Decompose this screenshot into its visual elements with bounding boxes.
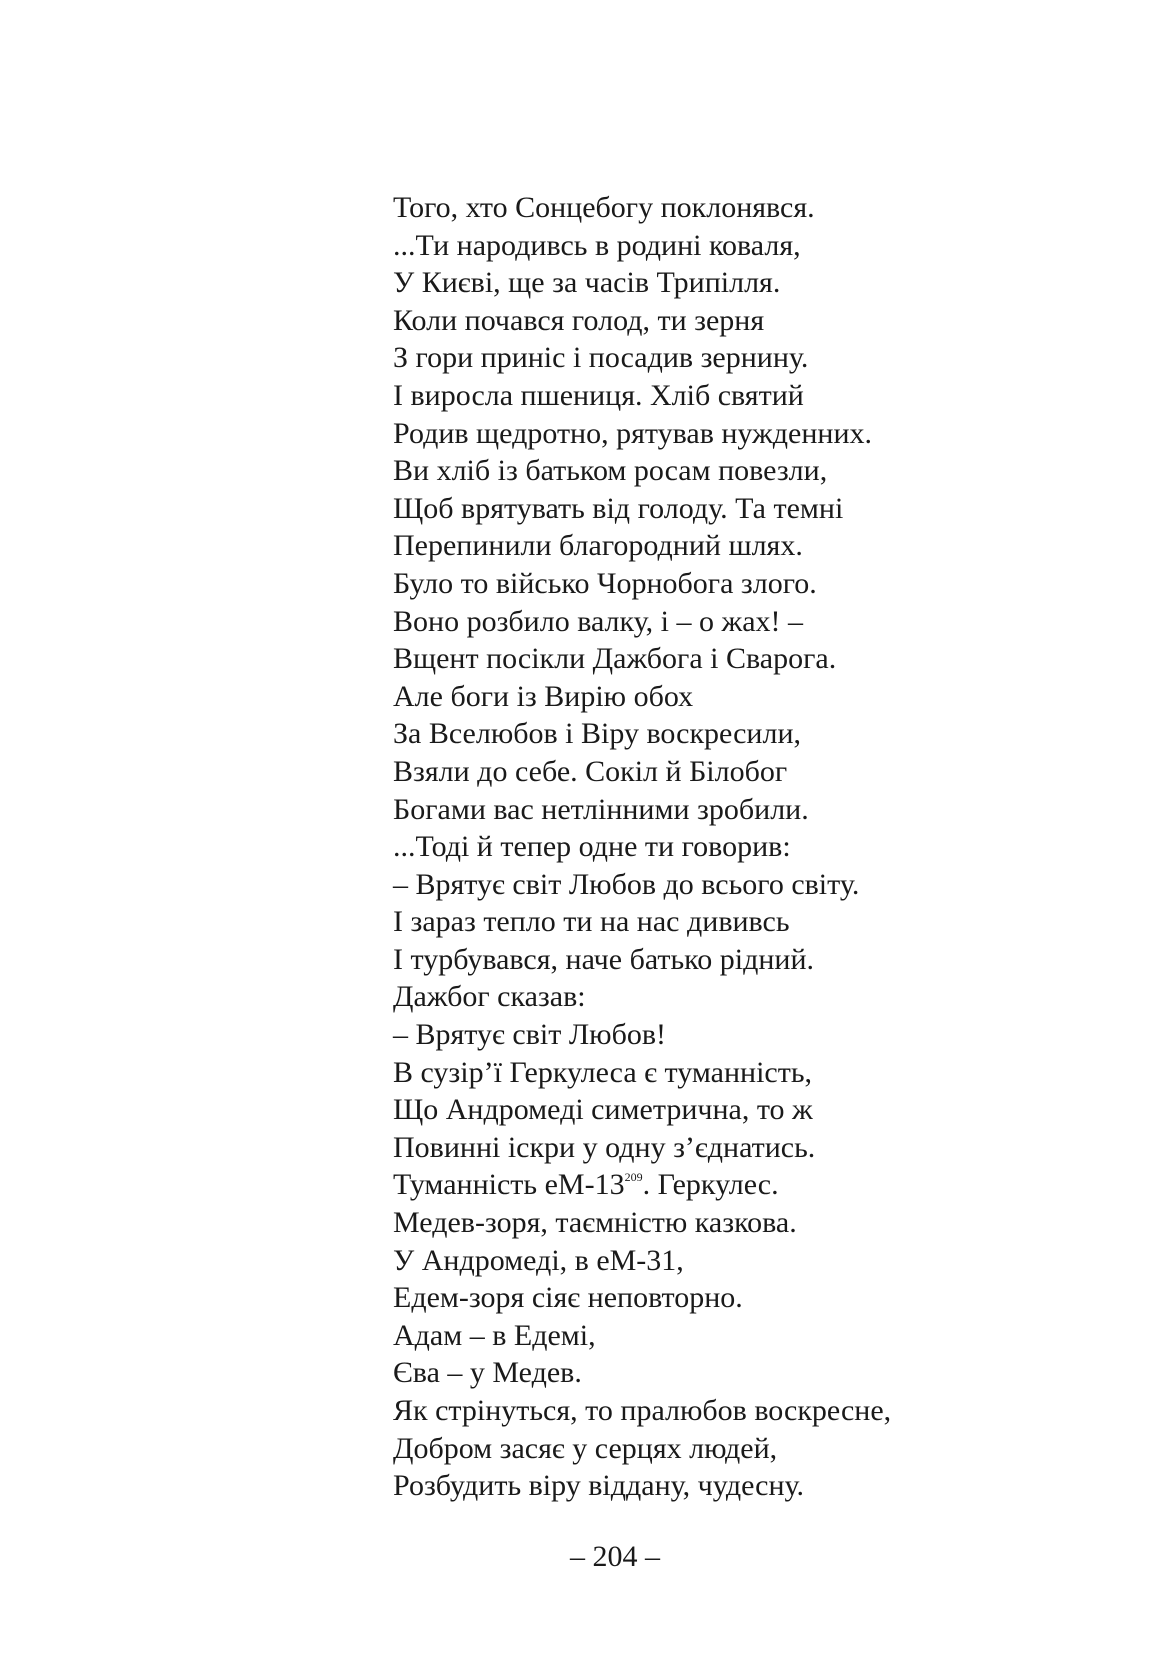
poem-line: Коли почався голод, ти зерня [393, 303, 765, 337]
poem-line: Але боги із Вирію обох [393, 679, 694, 713]
poem-line: Було то військо Чорнобога злого. [393, 566, 817, 600]
poem-line: І виросла пшениця. Хліб святий [393, 378, 804, 412]
poem-line: ...Ти народивсь в родині коваля, [393, 228, 801, 262]
poem-line: Богами вас нетлінними зробили. [393, 792, 809, 826]
poem-line: ...Тоді й тепер одне ти говорив: [393, 830, 791, 864]
poem-line: В сузір’ї Геркулеса є туманність, [393, 1055, 813, 1089]
poem-line: Розбудить віру віддану, чудесну. [393, 1469, 805, 1503]
footnote-reference: 209 [624, 1170, 643, 1185]
poem-line: Щоб врятувать від голоду. Та темні [393, 491, 844, 525]
poem-line: Медев-зоря, таємністю казкова. [393, 1206, 797, 1240]
poem-line: З гори приніс і посадив зернину. [393, 341, 809, 375]
poem-line: Перепинили благородний шлях. [393, 529, 803, 563]
poem-line: Воно розбило валку, і – о жах! – [393, 604, 804, 638]
poem-line: – Врятує світ Любов до всього світу. [393, 867, 860, 901]
poem-line: Дажбог сказав: [393, 980, 586, 1014]
poem-line: Едем-зоря сіяє неповторно. [393, 1281, 743, 1315]
poem-line: Єва – у Медев. [393, 1356, 582, 1390]
poem-line: У Андромеді, в еМ-31, [393, 1243, 684, 1277]
poem-line: Вщент посікли Дажбога і Сварога. [393, 642, 837, 676]
poem-line: Взяли до себе. Сокіл й Білобог [393, 754, 788, 788]
poem-line: За Вселюбов і Віру воскресили, [393, 717, 802, 751]
poem [393, 189, 891, 1505]
poem-line: Адам – в Едемі, [393, 1318, 596, 1352]
page-number: – 204 – [570, 1540, 660, 1573]
poem-line: І турбувався, наче батько рідний. [393, 942, 814, 976]
poem-line: Добром засяє у серцях людей, [393, 1431, 778, 1465]
poem-line: Родив щедротно, рятував нужденних. [393, 416, 873, 450]
poem-line-with-footnote [393, 1166, 891, 1204]
poem-line: Ви хліб із батьком росам повезли, [393, 454, 828, 488]
poem-line: Що Андромеді симетрична, то ж [393, 1093, 813, 1127]
poem-line: Як стрінуться, то пралюбов воскресне, [393, 1394, 892, 1427]
poem-line: У Києві, ще за часів Трипілля. [393, 266, 781, 300]
footnote-line-text: Туманність еМ-13 [393, 1168, 625, 1202]
poem-line: Повинні іскри у одну з’єднатись. [393, 1130, 816, 1164]
poem-line: І зараз тепло ти на нас дививсь [393, 905, 790, 939]
footnote-line-text-after: . Геркулес. [642, 1168, 779, 1202]
poem-line: – Врятує світ Любов! [393, 1018, 667, 1052]
poem-line: Того, хто Сонцебогу поклонявся. [393, 191, 815, 224]
